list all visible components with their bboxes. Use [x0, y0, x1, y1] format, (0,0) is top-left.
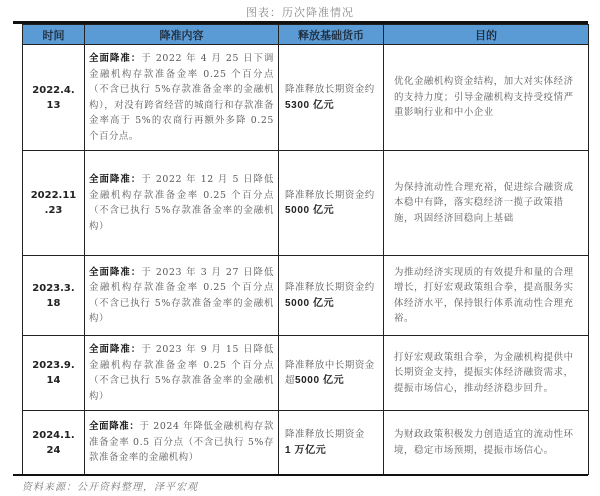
header-date: 时间 [23, 25, 85, 45]
date-cell [23, 151, 85, 256]
date-line: 2022.11 [30, 190, 77, 201]
table-row [23, 336, 589, 411]
content-cell [85, 336, 279, 411]
date-line: 2023.3. [32, 282, 75, 294]
content-cell [85, 411, 279, 475]
date-cell [23, 411, 85, 475]
table-row [23, 256, 589, 336]
source-note: 资料来源：公开资料整理，泽平宏观 [22, 482, 198, 493]
release-cell [279, 256, 384, 336]
purpose-cell: 为财政政策积极发力创造适宜的流动性环境，稳定市场预期，提振市场信心。 [384, 411, 589, 475]
release-text: 降准释放中长期资金超 [285, 359, 375, 386]
content-text: 于 2022 年 4 月 25 日下调金融机构存款准备金率 0.25 个百分点（不含已执行 5%存款准备金率的金融机构），对没有跨省经营的城商行和存款准备金率高于 5%的农商行再额外多降 0.25 个百分点。 [89, 53, 274, 142]
date-line: 18 [46, 297, 61, 309]
release-cell [279, 151, 384, 256]
rrr-cuts-table [22, 24, 589, 475]
date-line: .23 [44, 205, 63, 216]
release-cell [279, 45, 384, 151]
date-line: 2024.1. [32, 429, 75, 441]
content-cell [85, 45, 279, 151]
date-cell [23, 336, 85, 411]
cut-type-label: 全面降准： [89, 174, 142, 185]
cut-type-label: 全面降准： [89, 421, 140, 433]
table-title: 图表：历次降准情况 [246, 6, 354, 19]
date-line: 13 [46, 99, 61, 111]
content-cell [85, 256, 279, 336]
release-text: 降准释放长期资金约 [285, 282, 375, 293]
release-amount: 5300 亿元 [285, 99, 335, 111]
date-cell [23, 256, 85, 336]
date-line: 14 [46, 375, 61, 386]
release-amount: 1 万亿元 [285, 444, 327, 456]
bottom-rule [13, 474, 588, 476]
content-text: 于 2024 年降低金融机构存款准备金率 0.5 百分点（不含已执行 5%存款准备金率的金融机构） [89, 421, 274, 464]
table-row [23, 411, 589, 475]
header-purpose: 目的 [384, 25, 589, 45]
release-text: 降准释放长期资金约 [285, 84, 375, 95]
release-amount: 5000 亿元 [285, 297, 335, 309]
date-line: 24 [46, 444, 61, 456]
release-amount: 5000 亿元 [285, 205, 335, 216]
release-amount: 5000 亿元 [294, 375, 345, 386]
purpose-cell: 为推动经济实现质的有效提升和量的合理增长，打好宏观政策组合拳，提高服务实体经济水平，保持银行体系流动性合理充裕。 [384, 256, 589, 336]
table-row [23, 45, 589, 151]
release-cell [279, 411, 384, 475]
header-row [23, 25, 589, 45]
cut-type-label: 全面降准： [89, 266, 142, 278]
release-text: 降准释放长期资金 [285, 429, 365, 440]
content-cell [85, 151, 279, 256]
release-cell [279, 336, 384, 411]
cut-type-label: 全面降准： [89, 53, 142, 64]
purpose-cell: 为保持流动性合理充裕，促进综合融资成本稳中有降，落实稳经济一揽子政策措施，巩固经济回稳向上基础 [384, 151, 589, 256]
content-text: 于 2023 年 9 月 15 日降低金融机构存款准备金率 0.25 个百分点（不含已执行 5%存款准备金率的金融机构） [89, 344, 274, 402]
purpose-cell: 优化金融机构资金结构，加大对实体经济的支持力度；引导金融机构支持受疫情严重影响行业和中小企业 [384, 45, 589, 151]
cut-type-label: 全面降准： [89, 344, 142, 355]
header-release: 释放基础货币 [279, 25, 384, 45]
date-line: 2022.4. [32, 84, 75, 96]
purpose-cell: 打好宏观政策组合拳，为金融机构提供中长期资金支持，提振实体经济融资需求，提振市场信心，推动经济稳步回升。 [384, 336, 589, 411]
date-cell [23, 45, 85, 151]
table-row [23, 151, 589, 256]
date-line: 2023.9. [32, 360, 75, 371]
content-text: 于 2022 年 12 月 5 日降低金融机构存款准备金率 0.25 个百分点（不含已执行 5%存款准备金率的金融机构） [89, 174, 274, 232]
release-text: 降准释放长期资金约 [285, 189, 375, 201]
header-content: 降准内容 [85, 25, 279, 45]
content-text: 于 2023 年 3 月 27 日降低金融机构存款准备金率 0.25 个百分点（不含已执行 5%存款准备金率的金融机构） [89, 266, 274, 324]
